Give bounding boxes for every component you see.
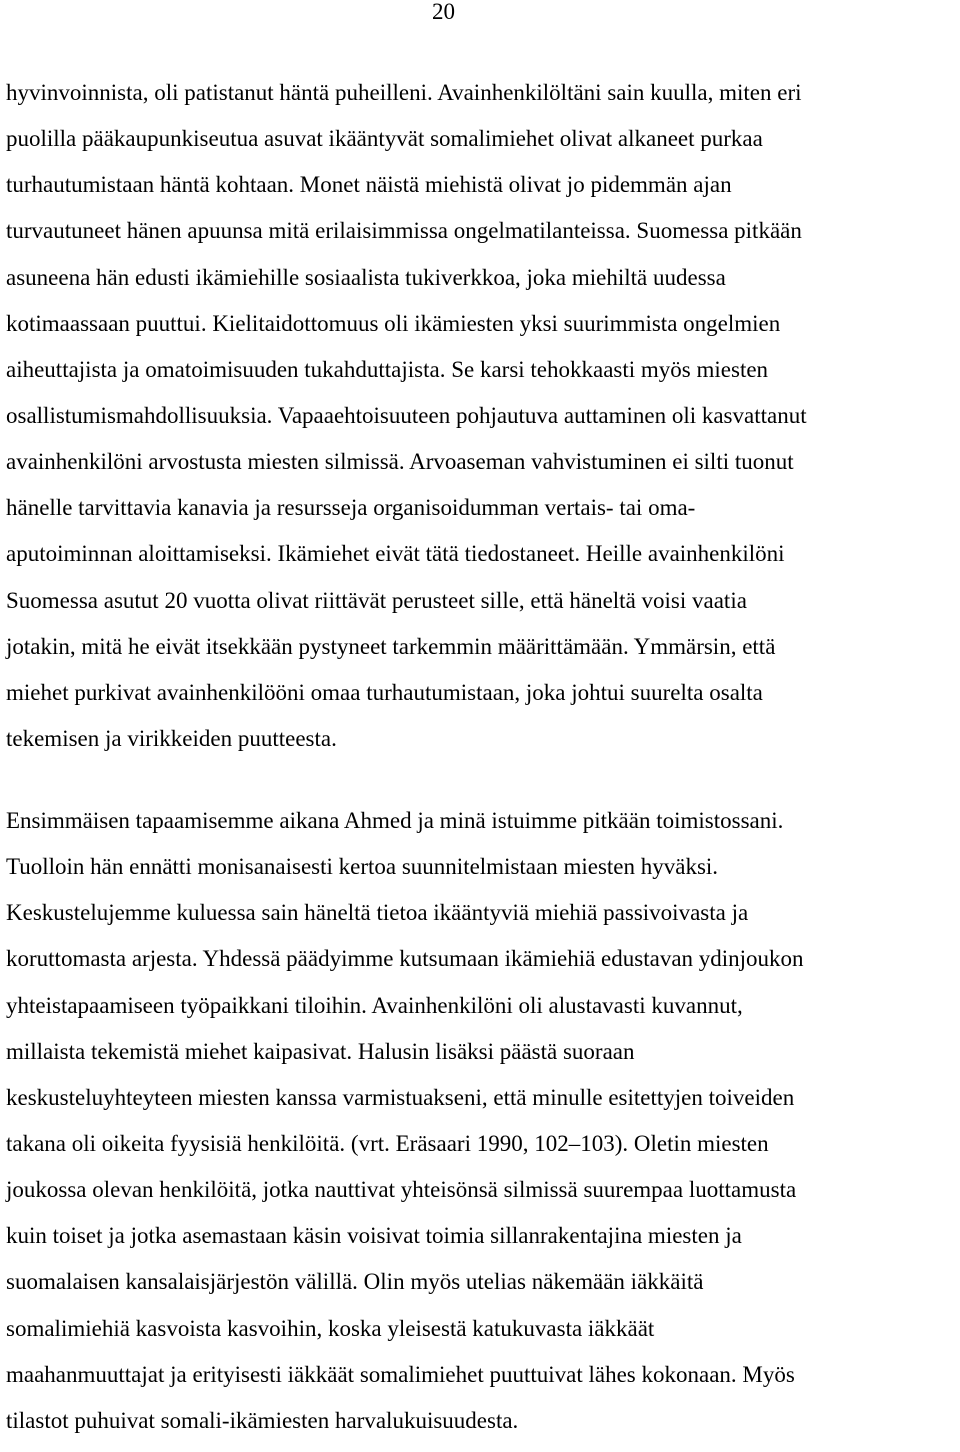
text-line: keskusteluyhteyteen miesten kanssa varmistuakseni, että minulle esitettyjen toiveiden <box>6 1084 795 1110</box>
text-line: aiheuttajista ja omatoimisuuden tukahduttajista. Se karsi tehokkaasti myös miesten <box>6 356 769 382</box>
text-line: suomalaisen kansalaisjärjestön välillä. Olin myös utelias näkemään iäkkäitä <box>6 1269 704 1295</box>
text-line: millaista tekemistä miehet kaipasivat. Halusin lisäksi päästä suoraan <box>6 1038 635 1064</box>
text-line: hänelle tarvittavia kanavia ja resursseja organisoidumman vertais- tai oma- <box>6 495 696 521</box>
text-line: Tuolloin hän ennätti monisanaisesti kertoa suunnitelmistaan miesten hyväksi. <box>6 854 719 880</box>
text-line: takana oli oikeita fyysisiä henkilöitä. (vrt. Eräsaari 1990, 102–103). Oletin miesten <box>6 1130 769 1156</box>
paragraph-2 <box>6 798 956 1444</box>
text-line: asuneena hän edusti ikämiehille sosiaalista tukiverkkoa, joka miehiltä uudessa <box>6 264 726 290</box>
text-line: avainhenkilöni arvostusta miesten silmissä. Arvoaseman vahvistuminen ei silti tuonut <box>6 449 794 475</box>
text-line: tilastot puhuivat somali-ikämiesten harvalukuisuudesta. <box>6 1407 519 1433</box>
text-line: kuin toiset ja jotka asemastaan käsin voisivat toimia sillanrakentajina miesten ja <box>6 1223 742 1249</box>
text-line: joukossa olevan henkilöitä, jotka nauttivat yhteisönsä silmissä suurempaa luottamusta <box>6 1177 797 1203</box>
text-line: yhteistapaamiseen työpaikkani tiloihin. Avainhenkilöni oli alustavasti kuvannut, <box>6 992 743 1018</box>
text-line: maahanmuuttajat ja erityisesti iäkkäät somalimiehet puuttuivat lähes kokonaan. Myös <box>6 1361 795 1387</box>
text-line: Suomessa asutut 20 vuotta olivat riittävät perusteet sille, että häneltä voisi vaatia <box>6 587 747 613</box>
text-line: somalimiehiä kasvoista kasvoihin, koska yleisestä katukuvasta iäkkäät <box>6 1315 655 1341</box>
text-line: miehet purkivat avainhenkilööni omaa turhautumistaan, joka johtui suurelta osalta <box>6 679 763 705</box>
text-line: Ensimmäisen tapaamisemme aikana Ahmed ja minä istuimme pitkään toimistossani. <box>6 808 784 833</box>
paragraph-1 <box>6 70 956 762</box>
text-line: koruttomasta arjesta. Yhdessä päädyimme kutsumaan ikämiehiä edustavan ydinjoukon <box>6 946 804 972</box>
text-line: tekemisen ja virikkeiden puutteesta. <box>6 725 337 751</box>
text-line: turvautuneet hänen apuunsa mitä erilaisimmissa ongelmatilanteissa. Suomessa pitkään <box>6 218 802 244</box>
text-line: aputoiminnan aloittamiseksi. Ikämiehet eivät tätä tiedostaneet. Heille avainhenkilöni <box>6 541 785 567</box>
text-line: jotakin, mitä he eivät itsekkään pystyneet tarkemmin määrittämään. Ymmärsin, että <box>6 633 776 659</box>
text-line: turhautumistaan häntä kohtaan. Monet näistä miehistä olivat jo pidemmän ajan <box>6 172 732 198</box>
text-line: Keskustelujemme kuluessa sain häneltä tietoa ikääntyviä miehiä passivoivasta ja <box>6 900 749 926</box>
text-line: hyvinvoinnista, oli patistanut häntä puheilleni. Avainhenkilöltäni sain kuulla, miten eri <box>6 80 802 105</box>
page-number: 20 <box>432 0 455 24</box>
text-line: puolilla pääkaupunkiseutua asuvat ikääntyvät somalimiehet olivat alkaneet purkaa <box>6 126 763 152</box>
text-line: osallistumismahdollisuuksia. Vapaaehtoisuuteen pohjautuva auttaminen oli kasvattanut <box>6 402 807 428</box>
text-line: kotimaassaan puuttui. Kielitaidottomuus oli ikämiesten yksi suurimmista ongelmien <box>6 310 781 336</box>
